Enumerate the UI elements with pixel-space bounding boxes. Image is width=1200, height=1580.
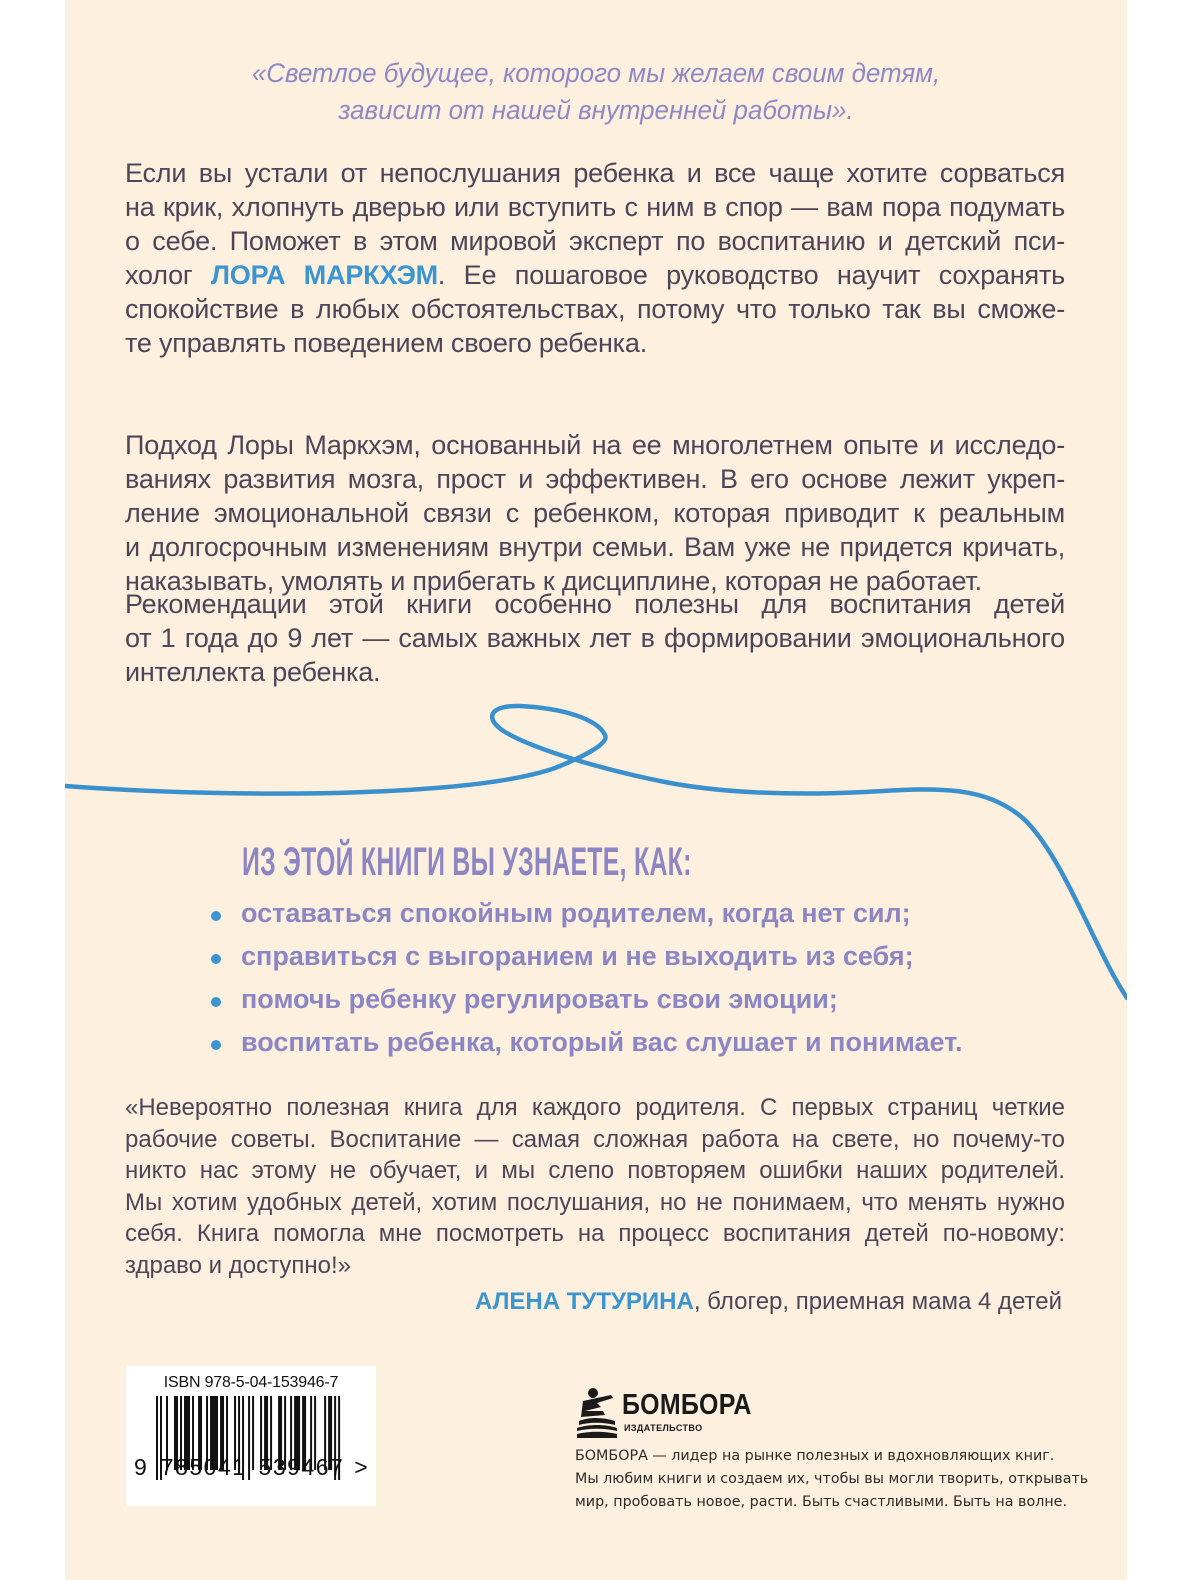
- learn-list-item: [211, 1021, 963, 1064]
- recommendations-line: интеллекта ребенка.: [125, 657, 381, 687]
- review-quote: [125, 1092, 1065, 1281]
- publisher-description-line: БОМБОРА — лидер на рынке полезных и вдохновляющих книг.: [575, 1448, 1055, 1464]
- publisher-logo-subtitle: ИЗДАТЕЛЬСТВО: [624, 1423, 703, 1433]
- recommendations-line: от 1 года до 9 лет — самых важных лет в формировании эмоционального: [125, 623, 1065, 653]
- approach-line: Подход Лоры Маркхэм, основанный на ее многолетнем опыте и исследо-: [125, 430, 1065, 460]
- approach-line: ваниях развития мозга, прост и эффективен. В его основе лежит укреп-: [125, 464, 1065, 494]
- approach-line: и долгосрочным изменениям внутри семьи. Вам уже не придется кричать,: [125, 532, 1065, 562]
- review-line: «Невероятно полезная книга для каждого родителя. С первых страниц четкие: [125, 1094, 1065, 1121]
- intro-line: на крик, хлопнуть дверью или вступить с ним в спор — вам пора подумать: [125, 192, 1065, 222]
- author-name: ЛОРА МАРКХЭМ: [211, 260, 438, 290]
- ean-marker: >: [354, 1454, 368, 1480]
- learn-list: [211, 892, 963, 1064]
- isbn-barcode: [126, 1366, 376, 1506]
- review-line: никто нас этому не обучает, и мы слепо повторяем ошибки наших родителей.: [125, 1157, 1065, 1184]
- publisher-description: [575, 1445, 1088, 1514]
- intro-line: Если вы устали от непослушания ребенка и все чаще хотите сорваться: [125, 158, 1065, 188]
- publisher-description-line: мир, пробовать новое, расти. Быть счастливыми. Быть на волне.: [575, 1494, 1068, 1510]
- intro-line: те управлять поведением своего ребенка.: [125, 328, 647, 358]
- bullet-dot-icon: [211, 997, 221, 1007]
- review-line: Мы хотим удобных детей, хотим послушания, но не понимаем, что менять нужно: [125, 1188, 1065, 1216]
- learn-item-text: воспитать ребенка, который вас слушает и понимает.: [241, 1027, 963, 1057]
- recommendations-line: Рекомендации этой книги особенно полезны для воспитания детей: [125, 589, 1065, 619]
- ean-digits: [134, 1454, 374, 1481]
- publisher-logo-name: БОМБОРА: [622, 1389, 752, 1421]
- ean-group-2: 539467: [258, 1454, 345, 1480]
- isbn-number: ISBN 978-5-04-153946-7: [163, 1374, 339, 1391]
- learn-section-title: ИЗ ЭТОЙ КНИГИ ВЫ УЗНАЕТЕ, КАК:: [242, 840, 692, 884]
- epigraph-line: «Светлое будущее, которого мы желаем своим детям,: [251, 58, 941, 88]
- review-attribution: [475, 1287, 1062, 1317]
- review-line: рабочие советы. Воспитание — самая сложная работа на свете, но почему-то: [125, 1125, 1065, 1153]
- learn-list-item: [211, 892, 963, 935]
- publisher-description-line: Мы любим книги и создаем их, чтобы вы могли творить, открывать: [575, 1471, 1089, 1487]
- ean-first-digit: 9: [134, 1454, 147, 1480]
- bullet-dot-icon: [211, 954, 221, 964]
- review-line: здраво и доступно!»: [125, 1251, 351, 1279]
- publisher-logo: [575, 1385, 775, 1440]
- learn-list-item: [211, 978, 963, 1021]
- epigraph-line: зависит от нашей внутренней работы».: [338, 95, 854, 125]
- approach-line: ление эмоциональной связи с ребенком, которая приводит к реальным: [125, 498, 1065, 528]
- intro-line-prefix: холог: [125, 260, 212, 290]
- publisher-emblem-icon: [575, 1385, 621, 1440]
- bullet-dot-icon: [211, 911, 221, 921]
- book-back-cover: [65, 0, 1127, 1580]
- review-line: себя. Книга помогла мне посмотреть на процесс воспитания детей по-новому:: [125, 1220, 1065, 1247]
- learn-item-text: справиться с выгоранием и не выходить из себя;: [241, 941, 914, 971]
- learn-item-text: оставаться спокойным родителем, когда нет сил;: [241, 898, 911, 928]
- learn-list-item: [211, 935, 963, 978]
- intro-line: о себе. Поможет в этом мировой эксперт по воспитанию и детский пси-: [125, 226, 1065, 256]
- ean-group-1: 785041: [160, 1454, 247, 1480]
- approach-line: наказывать, умолять и прибегать к дисциплине, которая не работает.: [125, 566, 982, 596]
- bullet-dot-icon: [211, 1040, 221, 1050]
- intro-line: спокойствие в любых обстоятельствах, потому что только так вы сможе-: [125, 294, 1065, 324]
- intro-line-suffix: . Ее пошаговое руководство научит сохранять: [437, 260, 1066, 290]
- decorative-wavy-line: [65, 0, 1127, 1580]
- learn-item-text: помочь ребенку регулировать свои эмоции;: [241, 984, 838, 1014]
- reviewer-name: АЛЕНА ТУТУРИНА: [474, 1288, 694, 1315]
- reviewer-role: , блогер, приемная мама 4 детей: [693, 1288, 1062, 1315]
